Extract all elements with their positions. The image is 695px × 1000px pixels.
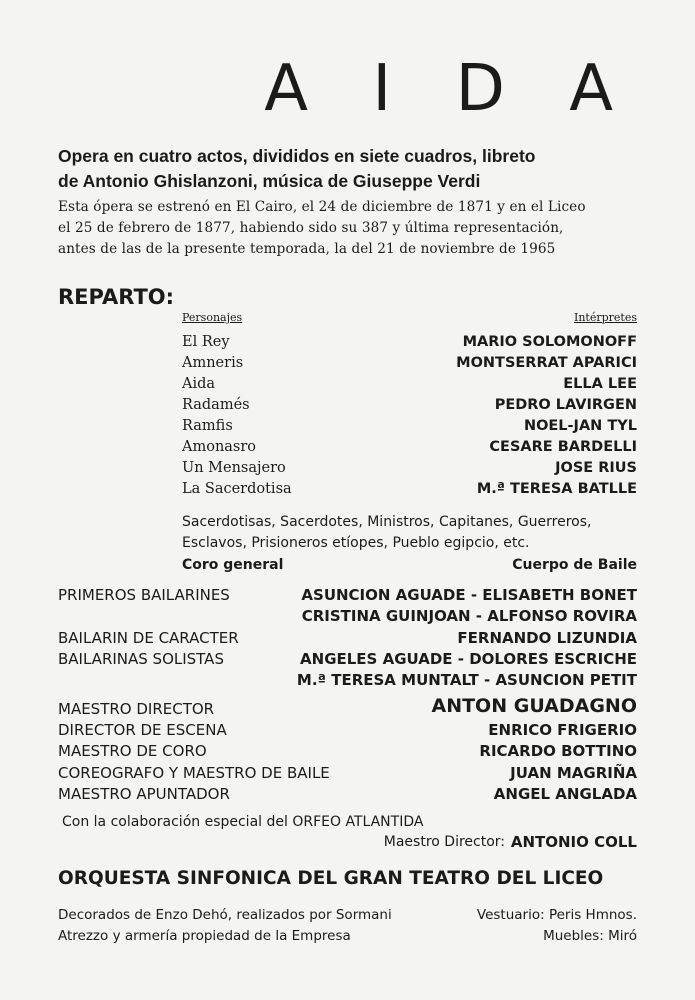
cast-character: Ramfis xyxy=(182,418,233,434)
cast-character: Radamés xyxy=(182,397,250,413)
orfeo-line: Con la colaboración especial del ORFEO ATLANTIDA xyxy=(62,814,424,830)
staff-role: MAESTRO DE CORO xyxy=(58,742,207,760)
orfeo-director-name: ANTONIO COLL xyxy=(510,833,637,851)
staff-role: MAESTRO DIRECTOR xyxy=(58,700,215,718)
atrezzo-credit: Atrezzo y armería propiedad de la Empresa xyxy=(58,928,351,944)
reparto-heading: REPARTO: xyxy=(58,285,175,309)
bailarinas-solistas-line-2: M.ª TERESA MUNTALT - ASUNCION PETIT xyxy=(296,671,637,689)
staff-name: ANTON GUADAGNO xyxy=(431,695,637,717)
orfeo-director-label: Maestro Director: xyxy=(383,834,505,850)
orchestra-name: ORQUESTA SINFONICA DEL GRAN TEATRO DEL LICEO xyxy=(58,868,604,889)
performers-column-header: Intérpretes xyxy=(573,311,637,324)
cast-character: Un Mensajero xyxy=(182,460,286,476)
cast-performer: PEDRO LAVIRGEN xyxy=(494,397,637,413)
page-title: A I D A xyxy=(264,52,635,126)
intro-line-1: Esta ópera se estrenó en El Cairo, el 24 de diciembre de 1871 y en el Liceo xyxy=(58,199,586,215)
primeros-bailarines-line-1: ASUNCION AGUADE - ELISABETH BONET xyxy=(301,586,637,604)
cuerpo-de-baile: Cuerpo de Baile xyxy=(512,557,637,573)
cast-character: El Rey xyxy=(182,334,230,350)
staff-name: ANGEL ANGLADA xyxy=(493,785,637,803)
decorados-credit: Decorados de Enzo Dehó, realizados por Sormani xyxy=(58,907,392,923)
subtitle-line-1: Opera en cuatro actos, divididos en siete cuadros, libreto xyxy=(58,146,536,166)
primeros-bailarines-label: PRIMEROS BAILARINES xyxy=(58,586,230,604)
bailarin-caracter-name: FERNANDO LIZUNDIA xyxy=(457,629,637,647)
cast-performer: MONTSERRAT APARICI xyxy=(456,355,637,371)
bailarinas-solistas-line-1: ANGELES AGUADE - DOLORES ESCRICHE xyxy=(300,650,637,668)
extras-line-2: Esclavos, Prisioneros etíopes, Pueblo egipcio, etc. xyxy=(182,535,530,551)
primeros-bailarines-line-2: CRISTINA GUINJOAN - ALFONSO ROVIRA xyxy=(301,607,637,625)
staff-name: RICARDO BOTTINO xyxy=(479,742,637,760)
bailarin-caracter-label: BAILARIN DE CARACTER xyxy=(58,629,239,647)
staff-name: JUAN MAGRIÑA xyxy=(510,764,637,782)
staff-role: MAESTRO APUNTADOR xyxy=(58,785,230,803)
cast-character: Amneris xyxy=(182,355,244,371)
cast-performer: CESARE BARDELLI xyxy=(489,439,637,455)
cast-performer: NOEL-JAN TYL xyxy=(523,418,637,434)
intro-line-2: el 25 de febrero de 1877, habiendo sido su 387 y última representación, xyxy=(58,220,564,236)
intro-line-3: antes de las de la presente temporada, la del 21 de noviembre de 1965 xyxy=(58,241,556,257)
cast-character: La Sacerdotisa xyxy=(182,481,292,497)
bailarinas-solistas-label: BAILARINAS SOLISTAS xyxy=(58,650,224,668)
cast-performer: JOSE RIUS xyxy=(555,460,637,476)
muebles-credit: Muebles: Miró xyxy=(543,928,637,944)
coro-general: Coro general xyxy=(182,557,284,573)
cast-performer: M.ª TERESA BATLLE xyxy=(476,481,637,497)
subtitle-line-2: de Antonio Ghislanzoni, música de Giuseppe Verdi xyxy=(58,171,481,191)
staff-role: COREOGRAFO Y MAESTRO DE BAILE xyxy=(58,764,330,782)
staff-name: ENRICO FRIGERIO xyxy=(488,721,637,739)
cast-performer: ELLA LEE xyxy=(563,376,637,392)
staff-role: DIRECTOR DE ESCENA xyxy=(58,721,227,739)
vestuario-credit: Vestuario: Peris Hmnos. xyxy=(476,907,637,923)
cast-character: Amonasro xyxy=(182,439,257,455)
cast-performer: MARIO SOLOMONOFF xyxy=(462,334,637,350)
extras-line-1: Sacerdotisas, Sacerdotes, Ministros, Capitanes, Guerreros, xyxy=(182,514,592,530)
cast-character: Aida xyxy=(182,376,216,392)
characters-column-header: Personajes xyxy=(182,311,243,324)
